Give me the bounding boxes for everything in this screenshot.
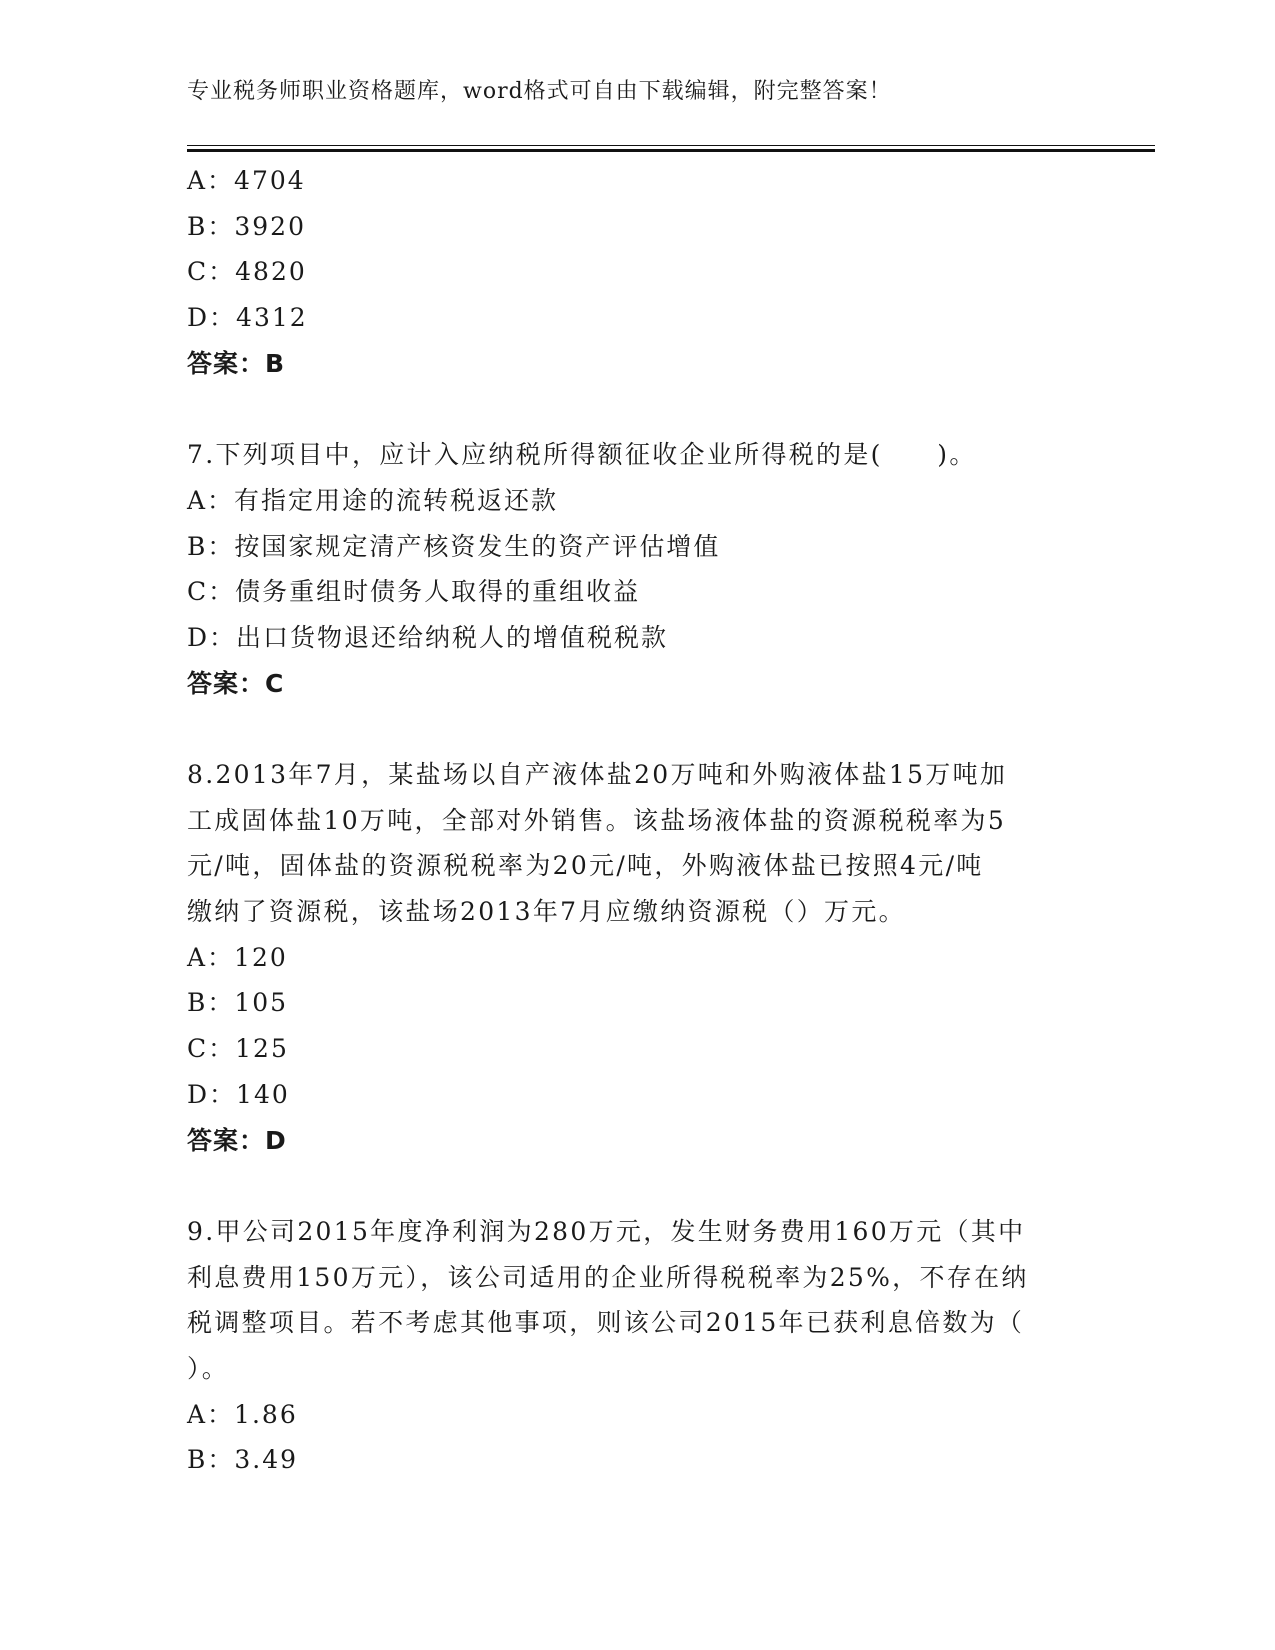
question-stem-line: ）。 [187,1354,230,1383]
option-a: A：1.86 [187,1399,298,1429]
header-rule-thin [187,145,1155,146]
question-stem [187,752,1077,935]
question-stem-line: 9.甲公司2015年度净利润为280万元，发生财务费用160万元（其中 [187,1216,1026,1246]
option-a: A：有指定用途的流转税返还款 [187,485,559,515]
question-stem-line: 利息费用150万元），该公司适用的企业所得税税率为25%，不存在纳 [187,1262,1029,1292]
option-b: B：3.49 [187,1445,299,1475]
option-d: D：出口货物退还给纳税人的增值税税款 [187,622,669,652]
question-stem-line: 缴纳了资源税，该盐场2013年7月应缴纳资源税（）万元。 [187,897,906,927]
question-stem-line: 税调整项目。若不考虑其他事项，则该公司2015年已获利息倍数为（ [187,1308,1025,1338]
option-b: B：按国家规定清产核资发生的资产评估增值 [187,531,721,561]
page-header: 专业税务师职业资格题库，word格式可自由下载编辑，附完整答案！ [187,79,892,104]
option-a: A：120 [187,942,288,972]
option-c: C：4820 [187,257,307,287]
question-stem-line: 7.下列项目中，应计入应纳税所得额征收企业所得税的是( )。 [187,440,977,470]
question-7-block [187,432,1087,706]
question-8-block [187,752,1087,1163]
option-c: C：125 [187,1034,289,1064]
answer-line: 答案：B [187,348,286,378]
question-stem-line: 工成固体盐10万吨，全部对外销售。该盐场液体盐的资源税税率为5 [187,805,1007,835]
question-stem [187,432,1077,478]
header-rule-thick [187,149,1155,152]
option-d: D：4312 [187,303,308,333]
question-stem [187,1209,1077,1392]
option-b: B：105 [187,988,289,1018]
answer-line: 答案：D [187,1125,287,1155]
question-content [187,158,1087,1483]
option-d: D：140 [187,1079,290,1109]
question-6-block [187,158,1087,386]
question-9-block [187,1209,1087,1483]
option-c: C：债务重组时债务人取得的重组收益 [187,577,641,607]
option-b: B：3920 [187,211,306,241]
question-stem-line: 元/吨，固体盐的资源税税率为20元/吨，外购液体盐已按照4元/吨 [187,851,984,881]
answer-line: 答案：C [187,668,285,698]
question-stem-line: 8.2013年7月，某盐场以自产液体盐20万吨和外购液体盐15万吨加 [187,759,1008,789]
option-a: A：4704 [187,166,306,195]
